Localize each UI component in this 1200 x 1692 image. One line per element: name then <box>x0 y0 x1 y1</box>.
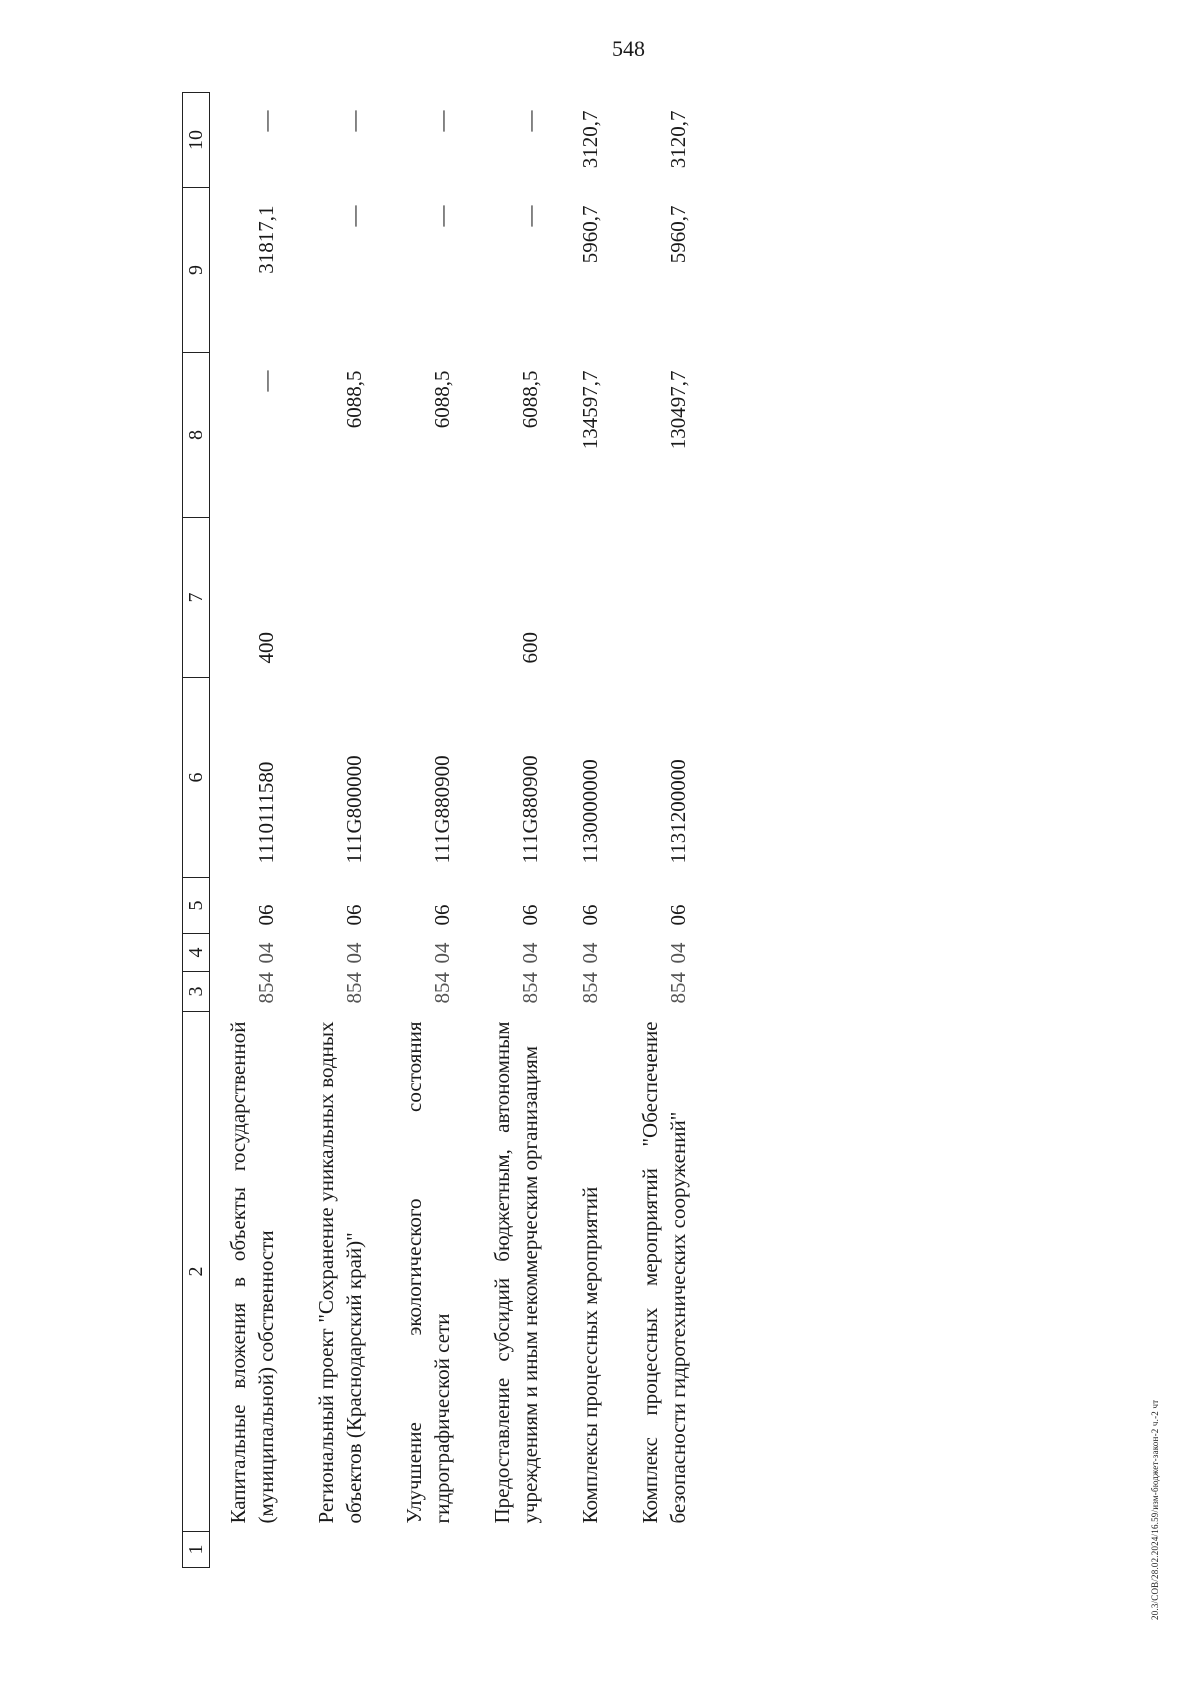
col-header: 2 <box>183 1012 210 1532</box>
cell-c6: 111G880900 <box>430 755 454 864</box>
cell-c7: 600 <box>518 632 542 664</box>
cell-c10: — <box>254 110 278 132</box>
cell-c1 <box>386 1532 474 1568</box>
cell-c8: — <box>254 370 278 392</box>
cell-c5: 06 <box>430 904 454 926</box>
col-header: 9 <box>183 188 210 353</box>
table-row <box>210 93 299 1568</box>
cell-c9: — <box>518 205 542 227</box>
header-row <box>183 93 210 1568</box>
cell-c7 <box>622 518 710 678</box>
cell-c3: 854 <box>342 972 366 1004</box>
cell-description: Капитальные вложения в объекты государственной (муниципальной) собственности <box>226 1021 278 1524</box>
cell-c8: 6088,5 <box>430 370 454 429</box>
cell-c5: 06 <box>666 904 690 926</box>
cell-c6: 1110111580 <box>254 761 278 864</box>
cell-c10: — <box>342 110 366 132</box>
col-header: 3 <box>183 972 210 1012</box>
col-header: 1 <box>183 1532 210 1568</box>
rotated-table-container <box>182 93 982 1568</box>
cell-c10: 3120,7 <box>578 110 602 169</box>
table-row <box>622 93 710 1568</box>
table-row <box>386 93 474 1568</box>
cell-c10: 3120,7 <box>666 110 690 169</box>
cell-c3: 854 <box>666 972 690 1004</box>
cell-c4: 04 <box>666 942 690 964</box>
col-header: 8 <box>183 353 210 518</box>
cell-c8: 6088,5 <box>342 370 366 429</box>
cell-c3: 854 <box>518 972 542 1004</box>
cell-c4: 04 <box>578 942 602 964</box>
cell-c1 <box>298 1532 386 1568</box>
cell-c10: — <box>518 110 542 132</box>
cell-c7 <box>298 518 386 678</box>
cell-c4: 04 <box>254 942 278 964</box>
cell-c7 <box>562 518 622 678</box>
cell-description: Комплексы процессных мероприятий <box>578 1186 602 1524</box>
cell-c1 <box>622 1532 710 1568</box>
cell-c6: 111G880900 <box>518 755 542 864</box>
cell-c10: — <box>430 110 454 132</box>
cell-c5: 06 <box>342 904 366 926</box>
col-header: 10 <box>183 93 210 188</box>
cell-c3: 854 <box>430 972 454 1004</box>
cell-c3: 854 <box>254 972 278 1004</box>
cell-c7 <box>386 518 474 678</box>
cell-c9: — <box>342 205 366 227</box>
cell-c1 <box>562 1532 622 1568</box>
cell-description: Предоставление субсидий бюджетным, автономным учреждениям и иным некоммерческим организациям <box>490 1021 542 1524</box>
cell-c9: 5960,7 <box>666 205 690 264</box>
cell-description: Улучшение экологического состояния гидрографической сети <box>402 1021 454 1524</box>
cell-c4: 04 <box>518 942 542 964</box>
cell-description: Комплекс процессных мероприятий "Обеспечение безопасности гидротехнических сооружений" <box>638 1021 690 1524</box>
cell-c6: 1130000000 <box>578 759 602 864</box>
cell-c8: 6088,5 <box>518 370 542 429</box>
cell-c1 <box>210 1532 299 1568</box>
cell-c1 <box>474 1532 562 1568</box>
col-header: 5 <box>183 878 210 934</box>
cell-c8: 130497,7 <box>666 370 690 450</box>
cell-c3: 854 <box>578 972 602 1004</box>
table-row <box>562 93 622 1568</box>
cell-description: Региональный проект "Сохранение уникальных водных объектов (Краснодарский край)" <box>314 1021 366 1524</box>
table-row <box>298 93 386 1568</box>
cell-c4: 04 <box>430 942 454 964</box>
budget-table <box>182 92 710 1568</box>
cell-c9: 5960,7 <box>578 205 602 264</box>
col-header: 4 <box>183 934 210 972</box>
cell-c8: 134597,7 <box>578 370 602 450</box>
cell-c6: 111G800000 <box>342 755 366 864</box>
col-header: 6 <box>183 678 210 878</box>
cell-c9: — <box>430 205 454 227</box>
cell-c5: 06 <box>578 904 602 926</box>
table-row <box>474 93 562 1568</box>
cell-c9: 31817,1 <box>254 205 278 274</box>
document-footer-code: 20.3/СОВ/28.02.2024/16.59/изм-бюджет-закон-2 ч.-2 чт <box>1150 1399 1160 1620</box>
cell-c7: 400 <box>254 632 278 664</box>
cell-c4: 04 <box>342 942 366 964</box>
page-number: 548 <box>612 36 645 61</box>
cell-c6: 1131200000 <box>666 759 690 864</box>
cell-c5: 06 <box>518 904 542 926</box>
col-header: 7 <box>183 518 210 678</box>
cell-c5: 06 <box>254 904 278 926</box>
